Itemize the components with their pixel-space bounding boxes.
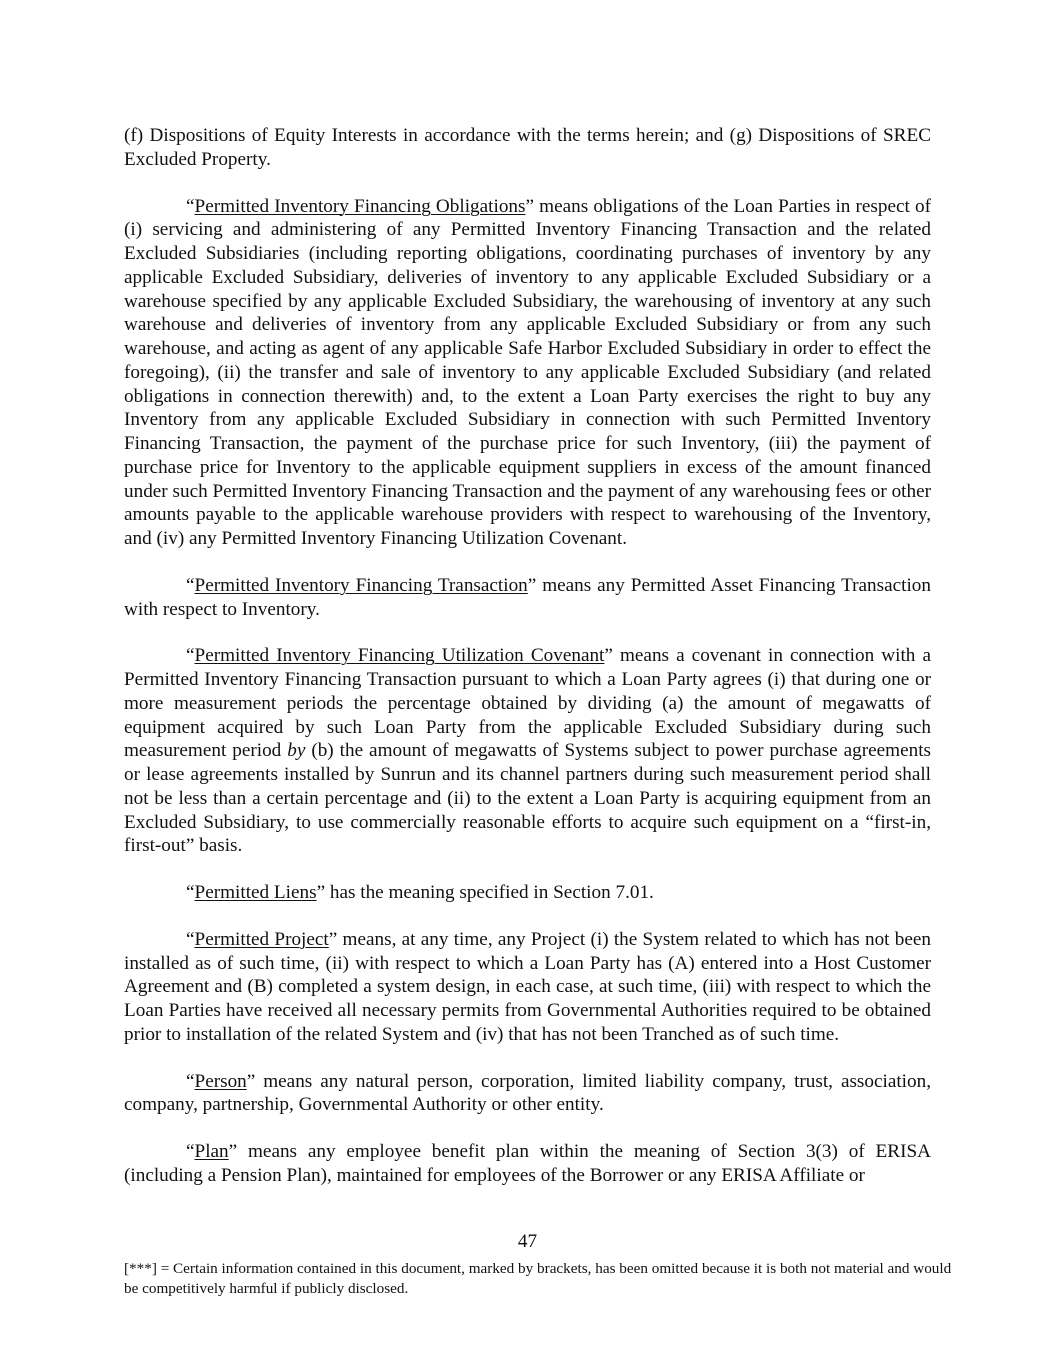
open-quote: “ bbox=[186, 574, 195, 596]
open-quote: “ bbox=[186, 1141, 195, 1162]
defined-term: Permitted Inventory Financing Utilization Covenant bbox=[194, 645, 605, 667]
defined-term: Permitted Inventory Financing Obligations bbox=[194, 195, 526, 217]
defined-term: Permitted Inventory Financing Transaction bbox=[194, 574, 528, 596]
definition-permitted-project bbox=[124, 928, 931, 1047]
open-quote: “ bbox=[186, 928, 195, 950]
definition-text: ” means obligations of the Loan Parties in respect of (i) servicing and administering of any Permitted Inventory Financing Transaction and the related Excluded Subsidiaries (including reporting obligations, coordinating purchases of inventory by any applicable Excluded Subsidiary, deliveries of inventory to any applicable Excluded Subsidiary or a warehouse specified by any applicable Excluded Subsidiary, the warehousing of inventory at any such warehouse and deliveries of inventory from any applicable Excluded Subsidiary or from any such warehouse, and acting as agent of any applicable Safe Harbor Excluded Subsidiary in order to effect the foregoing), (ii) the transfer and sale of inventory to any applicable Excluded Subsidiary (and related obligations in connection therewith) and, to the extent a Loan Party exercises the right to buy any Inventory from any applicable Excluded Subsidiary in connection with such Permitted Inventory Financing Transaction, the payment of the purchase price for such Inventory, (iii) the payment of purchase price for Inventory to the applicable equipment suppliers in excess of the amount financed under such Permitted Inventory Financing Transaction and the payment of any warehousing fees or other amounts payable to the applicable warehouse providers with respect to warehousing of the Inventory, and (iv) any Permitted Inventory Financing Utilization Covenant. bbox=[124, 195, 931, 549]
definition-text: ” means a covenant in connection with a Permitted Inventory Financing Transaction pursuant to which a Loan Party agrees (i) that during one or more measurement periods the percentage obtained by dividing (a) the amount of megawatts of equipment acquired by such Loan Party from the applicable Excluded Subsidiary during such measurement period bbox=[124, 645, 931, 762]
defined-term: Plan bbox=[194, 1141, 229, 1162]
definition-person bbox=[124, 1070, 931, 1118]
open-quote: “ bbox=[186, 645, 195, 667]
definition-text: ” means any employee benefit plan within the meaning of Section 3(3) of ERISA (including a Pension Plan), maintained for employees of the Borrower or any ERISA Affiliate or bbox=[124, 1141, 931, 1186]
defined-term: Permitted Project bbox=[194, 928, 329, 950]
open-quote: “ bbox=[186, 1070, 195, 1092]
definition-text: ” means any natural person, corporation, limited liability company, trust, association, company, partnership, Governmental Authority or other entity. bbox=[124, 1070, 931, 1116]
footnote: [***] = Certain information contained in this document, marked by brackets, has been omitted because it is both not material and would be competitively harmful if publicly disclosed. bbox=[124, 1260, 952, 1297]
definition-plan bbox=[124, 1140, 931, 1188]
defined-term: Permitted Liens bbox=[194, 882, 317, 903]
definition-permitted-inventory-financing-obligations bbox=[124, 195, 931, 551]
open-quote: “ bbox=[186, 882, 195, 903]
definition-text-continued: (b) the amount of megawatts of Systems subject to power purchase agreements or lease agreements installed by Sunrun and its channel partners during such measurement period shall not be less than a certain percentage and (ii) to the extent a Loan Party is acquiring equipment from an Excluded Subsidiary, to use commercially reasonable efforts to acquire such equipment on a “first-in, first-out” basis. bbox=[124, 740, 931, 857]
paragraph-dispositions bbox=[124, 124, 931, 172]
open-quote: “ bbox=[186, 195, 195, 217]
page-number: 47 bbox=[517, 1231, 538, 1252]
page-body bbox=[124, 124, 931, 1188]
definition-text: ” has the meaning specified in Section 7.01. bbox=[316, 882, 654, 903]
definition-text: ” means any Permitted Asset Financing Transaction with respect to Inventory. bbox=[124, 574, 931, 620]
paragraph-text: (f) Dispositions of Equity Interests in accordance with the terms herein; and (g) Dispositions of SREC Excluded Property. bbox=[124, 125, 931, 170]
definition-permitted-liens bbox=[124, 881, 931, 905]
italic-word: by bbox=[287, 740, 306, 762]
definition-permitted-inventory-financing-utilization-covenant bbox=[124, 644, 931, 858]
defined-term: Person bbox=[194, 1070, 247, 1092]
definition-text: ” means, at any time, any Project (i) the System related to which has not been installed as of such time, (ii) with respect to which a Loan Party has (A) entered into a Host Customer Agreement and (B) completed a system design, in each case, at such time, (iii) with respect to which the Loan Parties have received all necessary permits from Governmental Authorities required to be obtained prior to installation of the related System and (iv) that has not been Tranched as of such time. bbox=[124, 928, 931, 1045]
definition-permitted-inventory-financing-transaction bbox=[124, 574, 931, 622]
